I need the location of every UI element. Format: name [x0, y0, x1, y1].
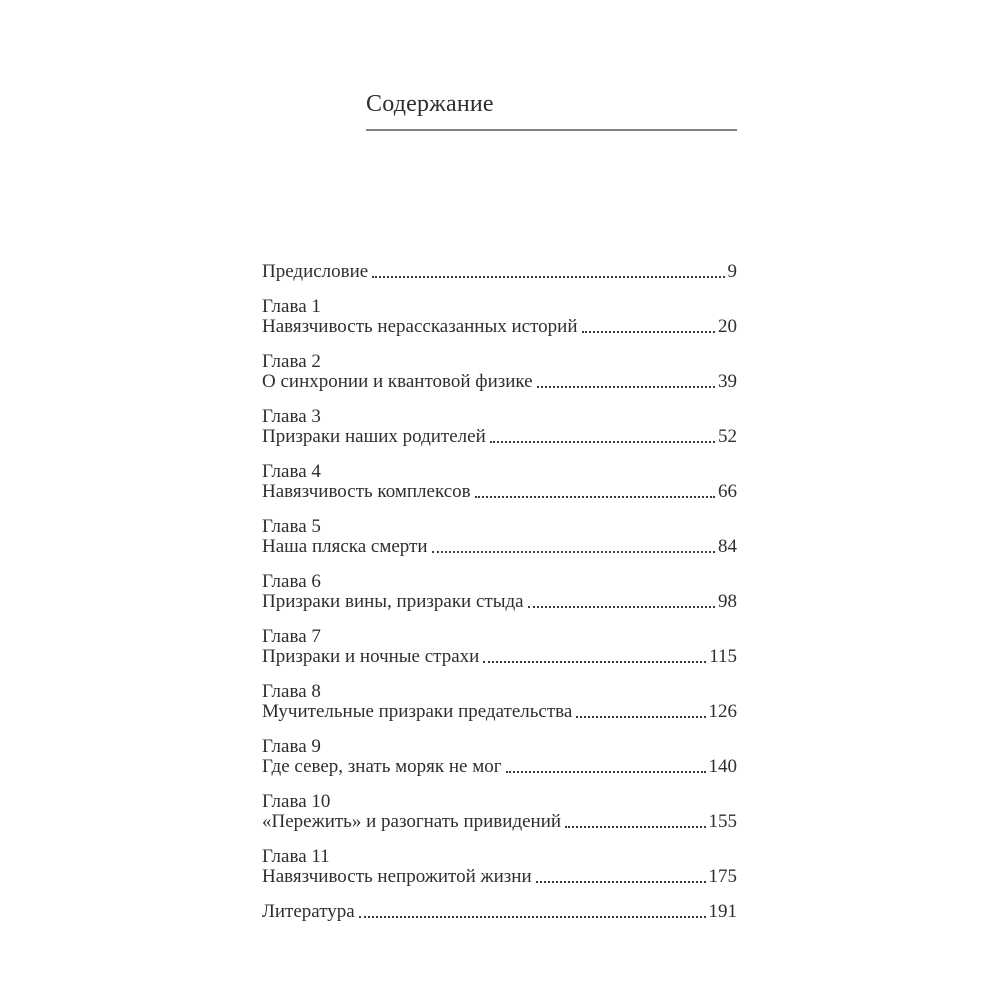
- toc-line: [262, 757, 737, 777]
- page-number: 191: [708, 901, 737, 922]
- chapter-label: Глава 4: [262, 461, 321, 482]
- chapter-label: Глава 9: [262, 736, 321, 757]
- chapter-label: Глава 1: [262, 296, 321, 317]
- toc-entry: [262, 682, 737, 722]
- page-title: Содержание: [366, 91, 494, 117]
- page-number: 126: [708, 701, 737, 722]
- toc-line: [262, 427, 737, 447]
- page-number: 175: [708, 866, 737, 887]
- entry-title: Предисловие: [262, 261, 369, 282]
- toc-entry: [262, 627, 737, 667]
- toc-entry: [262, 902, 737, 922]
- toc-entry: [262, 517, 737, 557]
- toc-entry: [262, 737, 737, 777]
- dot-leader: [372, 276, 724, 278]
- entry-title: О синхронии и квантовой физике: [262, 371, 533, 392]
- dot-leader: [490, 441, 715, 443]
- toc-line: [262, 867, 737, 887]
- page-number: 52: [718, 426, 737, 447]
- page-number: 9: [727, 261, 737, 282]
- toc-entry: [262, 297, 737, 337]
- toc-line: [262, 812, 737, 832]
- toc-line: [262, 902, 737, 922]
- chapter-label: Глава 2: [262, 351, 321, 372]
- page-number: 66: [718, 481, 737, 502]
- toc-list: [262, 262, 737, 922]
- dot-leader: [576, 716, 705, 718]
- title-divider: [366, 129, 737, 131]
- dot-leader: [432, 551, 715, 553]
- toc-line: [262, 317, 737, 337]
- chapter-label: Глава 5: [262, 516, 321, 537]
- page-number: 98: [718, 591, 737, 612]
- chapter-label: Глава 7: [262, 626, 321, 647]
- page-number: 155: [708, 811, 737, 832]
- toc-entry: [262, 352, 737, 392]
- dot-leader: [528, 606, 715, 608]
- chapter-label: Глава 3: [262, 406, 321, 427]
- toc-entry: [262, 572, 737, 612]
- dot-leader: [536, 881, 706, 883]
- entry-title: Навязчивость непрожитой жизни: [262, 866, 532, 887]
- entry-title: «Пережить» и разогнать привидений: [262, 811, 562, 832]
- dot-leader: [565, 826, 705, 828]
- chapter-label: Глава 8: [262, 681, 321, 702]
- toc-line: [262, 537, 737, 557]
- entry-title: Навязчивость комплексов: [262, 481, 471, 502]
- toc-line: [262, 482, 737, 502]
- toc-line: [262, 372, 737, 392]
- toc-entry: [262, 847, 737, 887]
- entry-title: Призраки наших родителей: [262, 426, 486, 447]
- toc-content: [262, 0, 737, 937]
- dot-leader: [475, 496, 715, 498]
- entry-title: Мучительные призраки предательства: [262, 701, 573, 722]
- dot-leader: [483, 661, 706, 663]
- entry-title: Литература: [262, 901, 355, 922]
- dot-leader: [537, 386, 715, 388]
- chapter-label: Глава 11: [262, 846, 330, 867]
- dot-leader: [582, 331, 716, 333]
- dot-leader: [359, 916, 706, 918]
- title-block: [366, 0, 737, 131]
- chapter-label: Глава 10: [262, 791, 331, 812]
- entry-title: Навязчивость нерассказанных историй: [262, 316, 578, 337]
- page-number: 84: [718, 536, 737, 557]
- entry-title: Призраки вины, призраки стыда: [262, 591, 524, 612]
- page-number: 39: [718, 371, 737, 392]
- entry-title: Призраки и ночные страхи: [262, 646, 480, 667]
- page-number: 20: [718, 316, 737, 337]
- toc-entry: [262, 792, 737, 832]
- toc-entry: [262, 407, 737, 447]
- dot-leader: [506, 771, 706, 773]
- page-number: 115: [709, 646, 737, 667]
- chapter-label: Глава 6: [262, 571, 321, 592]
- toc-line: [262, 262, 737, 282]
- toc-line: [262, 702, 737, 722]
- toc-line: [262, 592, 737, 612]
- toc-entry: [262, 262, 737, 282]
- toc-entry: [262, 462, 737, 502]
- entry-title: Где север, знать моряк не мог: [262, 756, 502, 777]
- toc-line: [262, 647, 737, 667]
- entry-title: Наша пляска смерти: [262, 536, 428, 557]
- page-number: 140: [708, 756, 737, 777]
